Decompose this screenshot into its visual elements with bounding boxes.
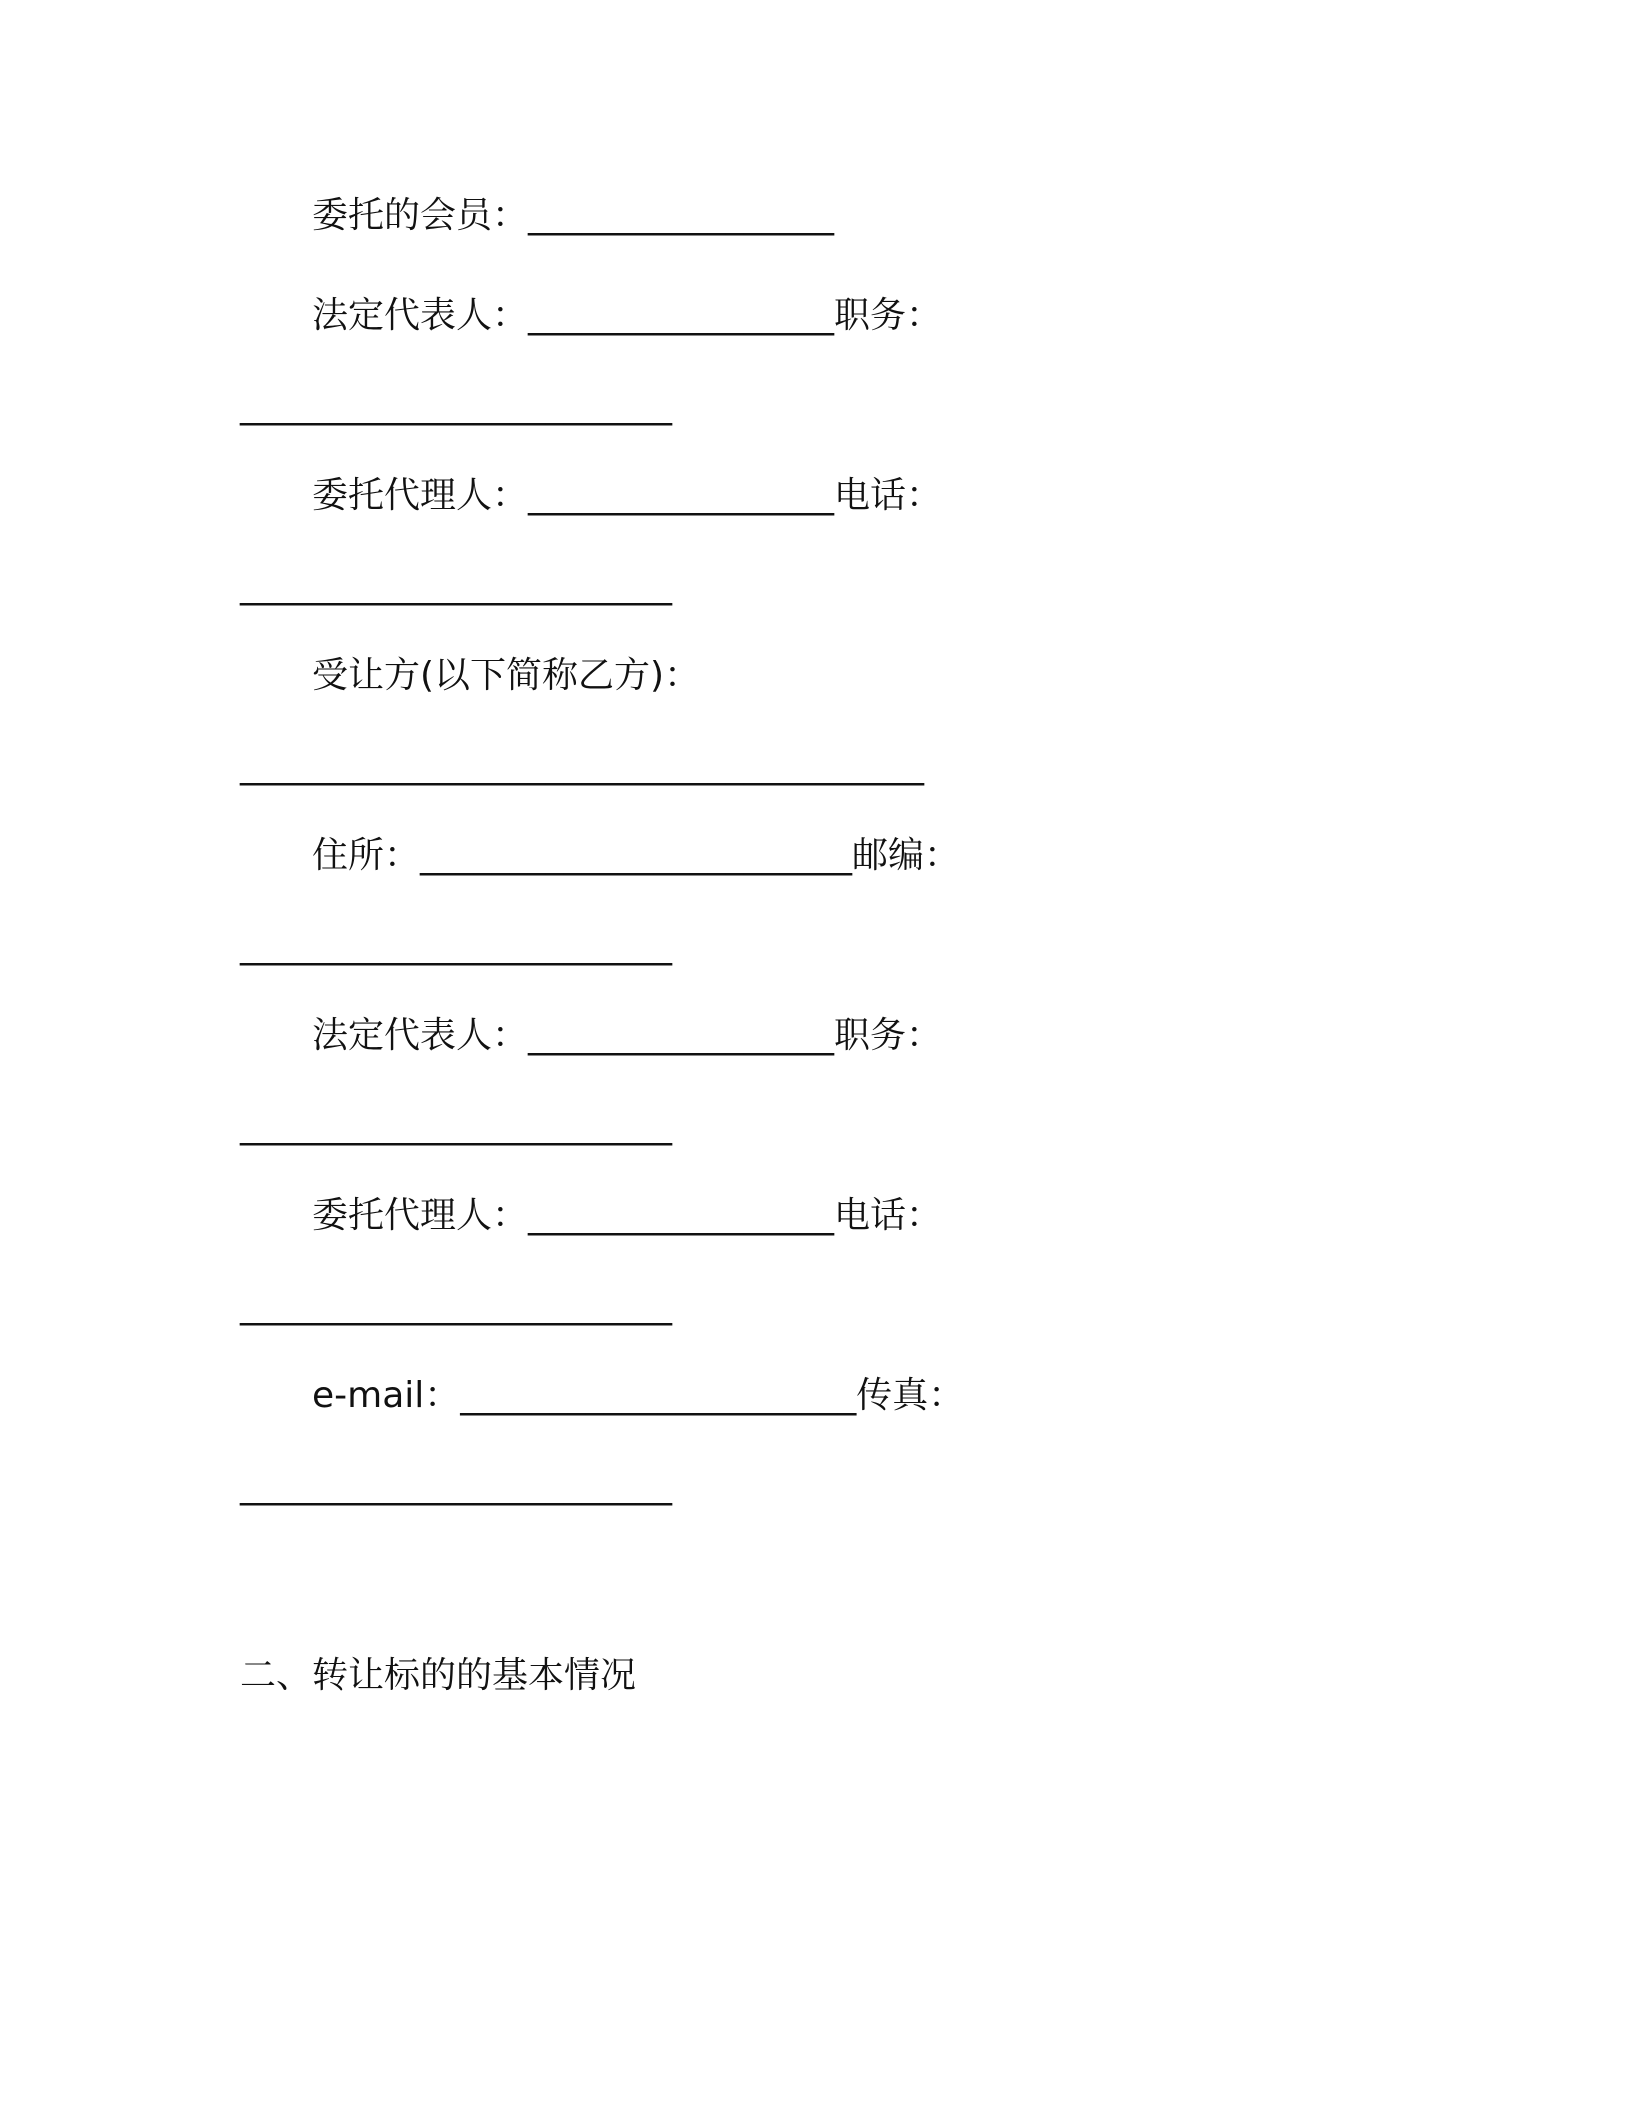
position-blank-line-2 <box>240 1104 672 1148</box>
position-label: 职务： <box>834 295 943 336</box>
phone-label-2: 电话： <box>834 1195 943 1236</box>
postcode-label: 邮编： <box>852 835 961 876</box>
transferee-line <box>312 654 700 698</box>
agent-label-2: 委托代理人： <box>312 1195 529 1236</box>
position-blank: ________________________ <box>240 385 672 426</box>
phone-blank-2: ________________________ <box>240 1285 672 1326</box>
fax-blank: ________________________ <box>240 1465 672 1506</box>
phone-label: 电话： <box>834 475 943 516</box>
legal-rep-label-2: 法定代表人： <box>312 1015 529 1056</box>
phone-blank: ________________________ <box>240 565 672 606</box>
transferee-blank-line <box>240 744 924 788</box>
agent-blank-2: _________________ <box>528 1195 835 1236</box>
email-blank: ______________________ <box>460 1375 857 1416</box>
section-heading: 二、转让标的的基本情况 <box>240 1655 637 1696</box>
member-blank: _________________ <box>528 195 835 236</box>
postcode-blank-line <box>240 924 672 968</box>
position-label-2: 职务： <box>834 1015 943 1056</box>
phone-blank-line <box>240 564 672 608</box>
legal-rep-label: 法定代表人： <box>312 295 529 336</box>
email-line <box>312 1374 964 1418</box>
position-blank-2: ________________________ <box>240 1105 672 1146</box>
legal-rep-blank-2: _________________ <box>528 1015 835 1056</box>
address-blank: ________________________ <box>420 835 853 876</box>
transferee-blank: ______________________________________ <box>240 745 924 786</box>
agent-blank: _________________ <box>528 475 835 516</box>
agent-line <box>312 474 942 518</box>
postcode-blank: ________________________ <box>240 925 672 966</box>
agent-line-2 <box>312 1194 942 1238</box>
agent-label: 委托代理人： <box>312 475 529 516</box>
transferee-label: 受让方(以下简称乙方)： <box>312 655 701 696</box>
member-line <box>312 194 834 238</box>
legal-rep-line <box>312 294 942 338</box>
member-label: 委托的会员： <box>312 195 529 236</box>
email-label: e-mail： <box>312 1375 461 1416</box>
fax-label: 传真： <box>856 1375 965 1416</box>
position-blank-line <box>240 384 672 428</box>
legal-rep-line-2 <box>312 1014 942 1058</box>
address-label: 住所： <box>312 835 421 876</box>
fax-blank-line <box>240 1464 672 1508</box>
phone-blank-line-2 <box>240 1284 672 1328</box>
legal-rep-blank: _________________ <box>528 295 835 336</box>
address-line <box>312 834 960 878</box>
